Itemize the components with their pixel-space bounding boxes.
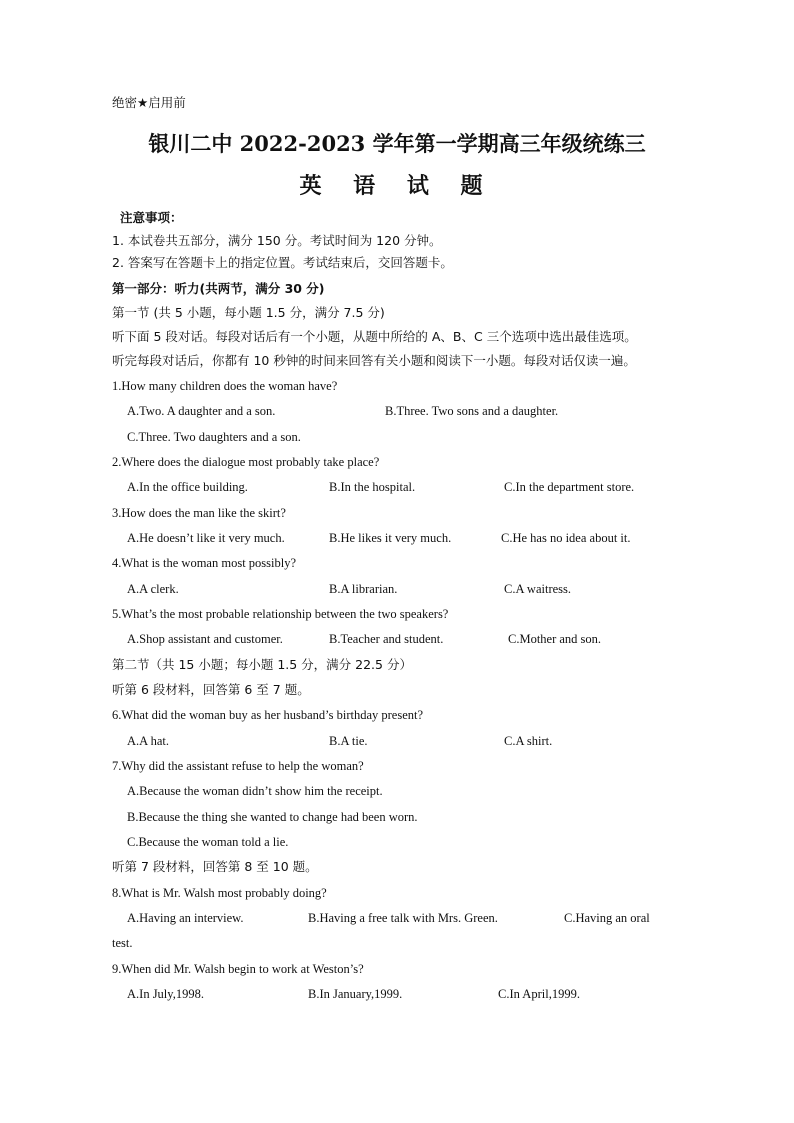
q2-option-a: A.In the office building. [127,480,248,494]
question-3: 3.How does the man like the skirt? [112,506,286,520]
q7-option-c: C.Because the woman told a lie. [127,835,289,849]
exam-subtitle: 英 语 试 题 [299,173,495,199]
question-2: 2.Where does the dialogue most probably take place? [112,455,380,469]
section1-heading: 第一节 (共 5 小题，每小题 1.5 分，满分 7.5 分) [112,305,385,320]
notice-1: 1. 本试卷共五部分，满分 150 分。考试时间为 120 分钟。 [112,233,442,248]
material-6-instruction: 听第 6 段材料，回答第 6 至 7 题。 [112,682,310,697]
question-1: 1.How many children does the woman have? [112,379,338,393]
q3-option-a: A.He doesn’t like it very much. [127,531,285,545]
section2-heading: 第二节（共 15 小题；每小题 1.5 分，满分 22.5 分） [112,657,412,672]
q8-option-b: B.Having a free talk with Mrs. Green. [308,911,498,925]
q6-option-c: C.A shirt. [504,734,553,748]
part1-heading: 第一部分：听力(共两节，满分 30 分) [112,281,325,296]
question-4: 4.What is the woman most possibly? [112,556,297,570]
secret-mark: 绝密★启用前 [112,95,186,110]
q6-option-b: B.A tie. [329,734,368,748]
q9-option-a: A.In July,1998. [127,987,204,1001]
q1-option-c: C.Three. Two daughters and a son. [127,430,301,444]
exam-title: 银川二中 2022-2023 学年第一学期高三年级统练三 [148,131,646,156]
material-7-instruction: 听第 7 段材料，回答第 8 至 10 题。 [112,859,318,874]
q5-option-a: A.Shop assistant and customer. [127,632,283,646]
notice-2: 2. 答案写在答题卡上的指定位置。考试结束后，交回答题卡。 [112,255,453,270]
q2-option-b: B.In the hospital. [329,480,416,494]
q4-option-c: C.A waitress. [504,582,572,596]
section1-instruction-1: 听下面 5 段对话。每段对话后有一个小题，从题中所给的 A、B、C 三个选项中选出最佳选项。 [112,329,637,344]
question-8: 8.What is Mr. Walsh most probably doing? [112,886,327,900]
q2-option-c: C.In the department store. [504,480,635,494]
q8-option-c-continued: test. [112,936,133,950]
q5-option-b: B.Teacher and student. [329,632,444,646]
q4-option-a: A.A clerk. [127,582,179,596]
question-7: 7.Why did the assistant refuse to help the woman? [112,759,364,773]
q6-option-a: A.A hat. [127,734,170,748]
q7-option-b: B.Because the thing she wanted to change had been worn. [127,810,418,824]
q9-option-c: C.In April,1999. [498,987,580,1001]
q7-option-a: A.Because the woman didn’t show him the receipt. [127,784,383,798]
q9-option-b: B.In January,1999. [308,987,403,1001]
question-9: 9.When did Mr. Walsh begin to work at Weston’s? [112,962,364,976]
question-6: 6.What did the woman buy as her husband’s birthday present? [112,708,424,722]
notice-heading: 注意事项： [120,210,183,225]
section1-instruction-2: 听完每段对话后，你都有 10 秒钟的时间来回答有关小题和阅读下一小题。每段对话仅读一遍。 [112,353,636,368]
q3-option-c: C.He has no idea about it. [501,531,631,545]
question-5: 5.What’s the most probable relationship between the two speakers? [112,607,449,621]
q3-option-b: B.He likes it very much. [329,531,452,545]
q8-option-c: C.Having an oral [564,911,650,925]
q5-option-c: C.Mother and son. [508,632,602,646]
q8-option-a: A.Having an interview. [127,911,244,925]
q4-option-b: B.A librarian. [329,582,398,596]
q1-option-b: B.Three. Two sons and a daughter. [385,404,559,418]
q1-option-a: A.Two. A daughter and a son. [127,404,276,418]
